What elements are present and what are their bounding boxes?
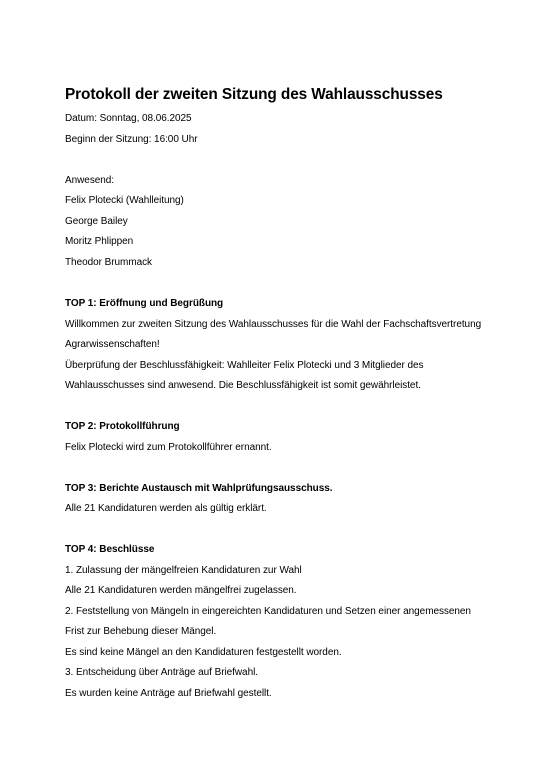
top1-line: Agrarwissenschaften! (65, 339, 160, 350)
attendee: Moritz Phlippen (65, 236, 134, 247)
top1-heading: TOP 1: Eröffnung und Begrüßung (65, 298, 224, 309)
attendee: Theodor Brummack (65, 257, 153, 268)
top1-line: Überprüfung der Beschlussfähigkeit: Wahlleiter Felix Plotecki und 3 Mitglieder des (65, 360, 424, 371)
top4-line: Alle 21 Kandidaturen werden mängelfrei zugelassen. (65, 585, 297, 596)
top2-line: Felix Plotecki wird zum Protokollführer ernannt. (65, 442, 272, 453)
top2-heading: TOP 2: Protokollführung (65, 421, 180, 432)
top4-line: 2. Feststellung von Mängeln in eingereichten Kandidaturen und Setzen einer angemessenen (65, 606, 471, 617)
top4-line: Es wurden keine Anträge auf Briefwahl gestellt. (65, 688, 272, 699)
top4-line: Frist zur Behebung dieser Mängel. (65, 626, 217, 637)
meeting-start-time: Beginn der Sitzung: 16:00 Uhr (65, 134, 198, 145)
top3-heading: TOP 3: Berichte Austausch mit Wahlprüfungsausschuss. (65, 483, 333, 494)
top4-heading: TOP 4: Beschlüsse (65, 544, 155, 555)
attendee: Felix Plotecki (Wahlleitung) (65, 195, 184, 206)
top4-line: Es sind keine Mängel an den Kandidaturen festgestellt worden. (65, 647, 342, 658)
meeting-date: Datum: Sonntag, 08.06.2025 (65, 113, 192, 124)
top1-line: Willkommen zur zweiten Sitzung des Wahlausschusses für die Wahl der Fachschaftsvertretung (65, 319, 482, 330)
top1-line: Wahlausschusses sind anwesend. Die Beschlussfähigkeit ist somit gewährleistet. (65, 380, 421, 391)
document-title: Protokoll der zweiten Sitzung des Wahlausschusses (65, 86, 443, 103)
attendee: George Bailey (65, 216, 128, 227)
attendance-label: Anwesend: (65, 175, 115, 186)
top3-line: Alle 21 Kandidaturen werden als gültig erklärt. (65, 503, 267, 514)
top4-line: 1. Zulassung der mängelfreien Kandidaturen zur Wahl (65, 565, 302, 576)
top4-line: 3. Entscheidung über Anträge auf Briefwahl. (65, 667, 258, 678)
